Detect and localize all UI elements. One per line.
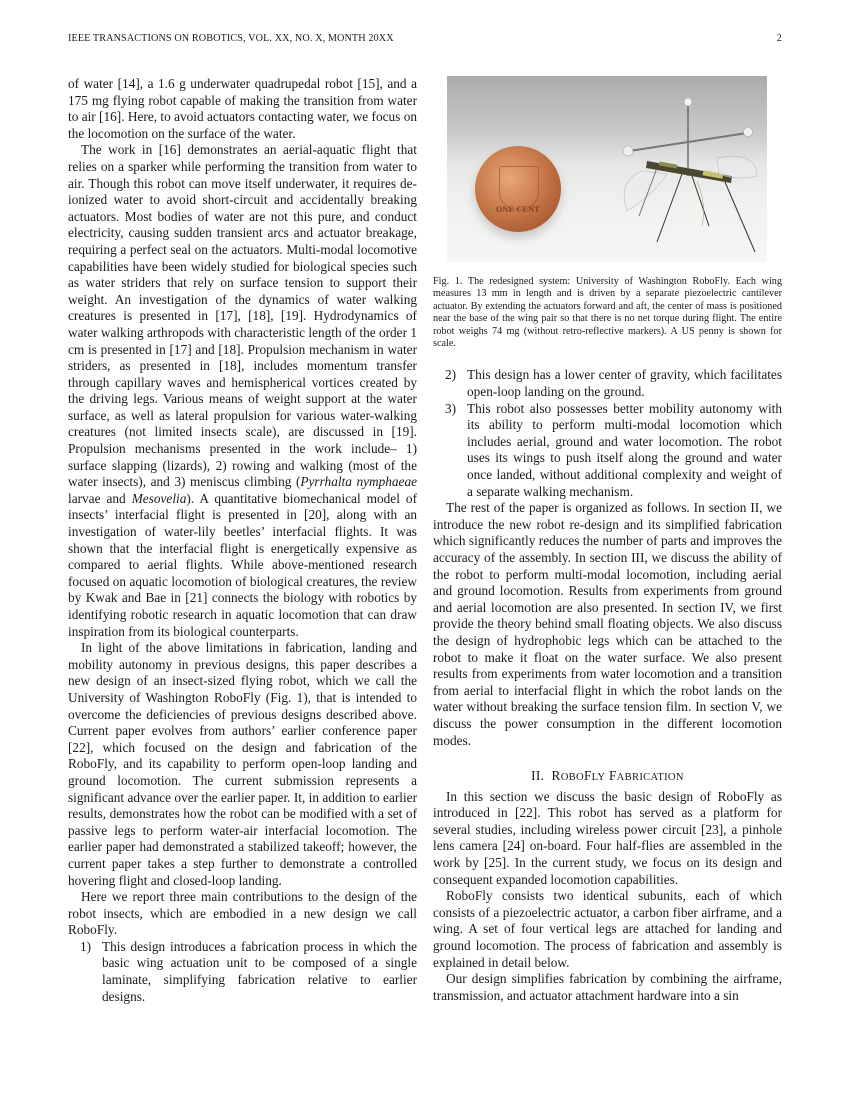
right-column bbox=[433, 76, 782, 1004]
figure-1 bbox=[433, 76, 782, 350]
contributions-list bbox=[68, 939, 417, 1005]
paragraph-motivation: In light of the above limitations in fabrication, landing and mobility autonomy in previous designs, this paper describes a new design of an insect-sized flying robot, which we call the University of Washington RoboFly (Fig. 1), that is intended to overcome the deficiencies of previous designs described above. Current paper evolves from authors’ earlier conference paper [22], which focused on the design and fabrication of the RoboFly, and its capability to perform open-loop landing and ground locomotion. The current submission represents a significant advance over the earlier paper. It, in addition to earlier results, demonstrates how the robot can be modified with a set of passive legs to perform water-air interfacial locomotion. The earlier paper had demonstrated a stabilized takeoff; however, the current paper takes a step further to demonstrate a controlled hovering flight and closed-loop landing. bbox=[68, 640, 417, 888]
paragraph-outline: The rest of the paper is organized as follows. In section II, we introduce the new robot re-design and its simplified fabrication which significantly reduces the number of parts and improves the accuracy of the assembly. In section III, we discuss the ability of the robot to perform multi-modal locomotion, including aerial and ground locomotion. Results from experiments from ground and aerial locomotion are also presented. In section IV, we first provide the theory behind small floating objects. We also discuss the design of hydrophobic legs which can be attached to the robot to make it float on the water surface. We also present results from experiments from water locomotion and a transition from aerial to interfacial flight in which the robot lands on the water without breaking the surface tension film. In section V, we discuss the power consumption in the different locomotion modes. bbox=[433, 500, 782, 748]
list-item bbox=[433, 401, 782, 501]
text-run: ). A quantitative biomechanical model of insects’ interfacial flight is presented in [20], along with an investigation of water-lily beetles’ interfacial flights. It was shown that the interfacial flight is energetically expensive as compared to aerial flights. While above-mentioned research focused on aquatic locomotion of biological creatures, the review by Kwak and Bae in [21] connects the biology with robotics by identifying robotic research in aquatic locomotion that can draw inspiration from its biological counterparts. bbox=[68, 490, 418, 639]
text-run: The work in [16] demonstrates an aerial-aquatic flight that relies on a sparker while performing the transition from water to air. Though this robot can move itself underwater, it requires de-ionized water to avoid short-circuit and accidentally breaking actuators. Most bodies of water are not this pure, and conduct electricity, causing sudden transient arcs and actuator breakage, requiring a perfect seal on the actuators. Multi-modal locomotive capabilities have been widely studied for biological species such as water striders that rely on surface tension to support their weight. An investigation of the dynamics of water walking creatures is presented in [17], [18], [19]. Hydrodynamics of water walking arthropods with characteristic length of the order 1 cm is presented in [17] and [18]. Propulsion mechanism in water striders, as presented in [18], includes momentum transfer through capillary waves and hemispherical vortices created by the driving legs. Various means of weight support at the water surface, as well as lateral propulsion for various water-walking creatures (not limited insects scale), are discussed in [19]. Propulsion mechanisms presented in the work include– 1) surface slapping (lizards), 2) rowing and walking (most of the water insects), and 3) meniscus climbing ( bbox=[68, 142, 417, 490]
figure-caption: Fig. 1. The redesigned system: University of Washington RoboFly. Each wing measures 13 mm in length and is driven by a separate piezoelectric cantilever actuator. By extending the actuators forward and aft, the center of mass is positioned near the base of the wing pair so that there is no net torque during flight. The entire robot weighs 74 mg (without retro-reflective markers). A US penny is shown for scale. bbox=[433, 276, 782, 350]
heading-cap: F bbox=[608, 768, 617, 784]
heading-smallcaps: LY bbox=[591, 772, 606, 784]
list-item bbox=[68, 939, 417, 1005]
section-heading bbox=[433, 768, 782, 787]
penny-label: ONE CENT bbox=[496, 205, 540, 214]
robofly-photo bbox=[447, 76, 767, 262]
list-text: This design has a lower center of gravity, which facilitates open-loop landing on the ground. bbox=[467, 367, 782, 400]
species-name: Mesovelia bbox=[131, 490, 187, 506]
paragraph: Our design simplifies fabrication by combining the airframe, transmission, and actuator attachment hardware into a sin bbox=[433, 971, 782, 1003]
running-header bbox=[68, 33, 782, 44]
heading-cap: R bbox=[551, 768, 561, 784]
page-number: 2 bbox=[776, 33, 782, 44]
paragraph-contributions-intro: Here we report three main contributions to the design of the robot insects, which are embodied in a new design we call RoboFly. bbox=[68, 889, 417, 938]
journal-title: IEEE TRANSACTIONS ON ROBOTICS, VOL. XX, NO. X, MONTH 20XX bbox=[68, 33, 394, 44]
list-number: 3) bbox=[445, 400, 457, 416]
list-number: 2) bbox=[445, 367, 457, 383]
heading-smallcaps: ABRICATION bbox=[616, 772, 684, 784]
left-column bbox=[68, 76, 417, 1005]
list-item bbox=[433, 367, 782, 400]
list-text: This robot also possesses better mobility autonomy with its ability to perform multi-modal locomotion which includes aerial, ground and water locomotion. The robot uses its wings to push itself along the ground and water once landed, without additional complexity and weight of a separate walking mechanism. bbox=[467, 400, 782, 499]
heading-cap: F bbox=[583, 768, 592, 784]
paragraph: In this section we discuss the basic design of RoboFly as introduced in [22]. This robot has served as a platform for several studies, including wireless power circuit [23], a pinhole lens camera [24] on-board. Four half-flies are assembled in the work by [25]. In the current study, we focus on its design and consequent expanded locomotion capabilities. bbox=[433, 788, 782, 887]
text-run: larvae and bbox=[68, 490, 132, 506]
paragraph-related-work bbox=[68, 142, 417, 640]
section-numeral: II. bbox=[531, 768, 545, 784]
list-number: 1) bbox=[80, 938, 92, 954]
contributions-list-continued bbox=[433, 367, 782, 500]
paragraph: RoboFly consists two identical subunits, each of which consists of a piezoelectric actuator, a carbon fiber airframe, and a wing. A set of four vertical legs are attached for landing and ground locomotion. The process of fabrication and assembly is explained in detail below. bbox=[433, 888, 782, 970]
list-text: This design introduces a fabrication process in which the basic wing actuation unit to be composed of a single laminate, simplifying fabrication relative to earlier designs. bbox=[102, 938, 417, 1004]
paragraph: of water [14], a 1.6 g underwater quadrupedal robot [15], and a 175 mg flying robot capable of making the transition from water to air [16]. Here, to avoid actuators contacting water, we focus on the locomotion on the surface of the water. bbox=[68, 76, 417, 141]
heading-smallcaps: OBO bbox=[560, 772, 584, 784]
species-name: Pyrrhalta nymphaeae bbox=[300, 474, 417, 490]
robofly-robot-icon bbox=[607, 86, 767, 256]
penny-icon bbox=[475, 146, 561, 232]
